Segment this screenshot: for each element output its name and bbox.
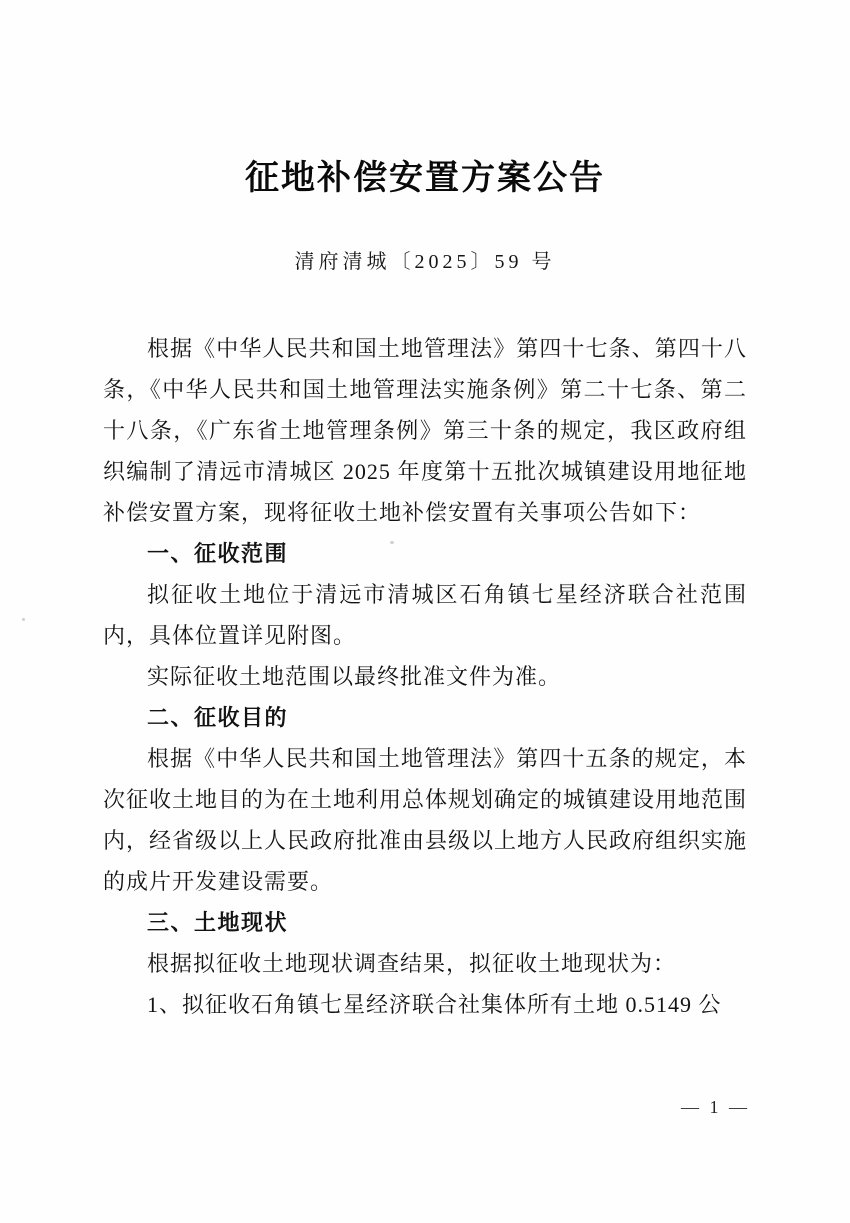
scan-artifact xyxy=(266,546,269,549)
document-title: 征地补偿安置方案公告 xyxy=(245,160,605,197)
document-body xyxy=(103,328,747,1025)
paragraph-land-status-item-1: 1、拟征收石角镇七星经济联合社集体所有土地 0.5149 公 xyxy=(147,992,722,1017)
scan-artifact xyxy=(390,541,394,544)
section-heading-expropriation-purpose: 二、征收目的 xyxy=(147,705,289,730)
paragraph-purpose: 根据《中华人民共和国土地管理法》第四十五条的规定，本次征收土地目的为在土地利用总体规划确定的城镇建设用地范围内，经省级以上人民政府批准由县级以上地方人民政府组织实施的成片开发建设需要。 xyxy=(103,746,748,894)
paragraph-scope-final-approval: 实际征收土地范围以最终批准文件为准。 xyxy=(147,664,562,689)
paragraph-land-status-intro: 根据拟征收土地现状调查结果，拟征收土地现状为： xyxy=(147,951,677,976)
paragraph-scope-location: 拟征收土地位于清远市清城区石角镇七星经济联合社范围内，具体位置详见附图。 xyxy=(103,582,747,648)
document-number: 清府清城〔2025〕59 号 xyxy=(294,251,556,273)
page-number: — 1 — xyxy=(681,1097,750,1117)
section-heading-expropriation-scope: 一、征收范围 xyxy=(147,541,289,566)
paragraph-legal-basis: 根据《中华人民共和国土地管理法》第四十七条、第四十八条，《中华人民共和国土地管理法实施条例》第二十七条、第二十八条，《广东省土地管理条例》第三十条的规定，我区政府组织编制了清远市清城区 2025 年度第十五批次城镇建设用地征地补偿安置方案，现将征收土地补偿安置有关事项公告如下： xyxy=(103,336,747,525)
scan-artifact xyxy=(22,618,25,621)
section-heading-land-status: 三、土地现状 xyxy=(147,910,289,935)
